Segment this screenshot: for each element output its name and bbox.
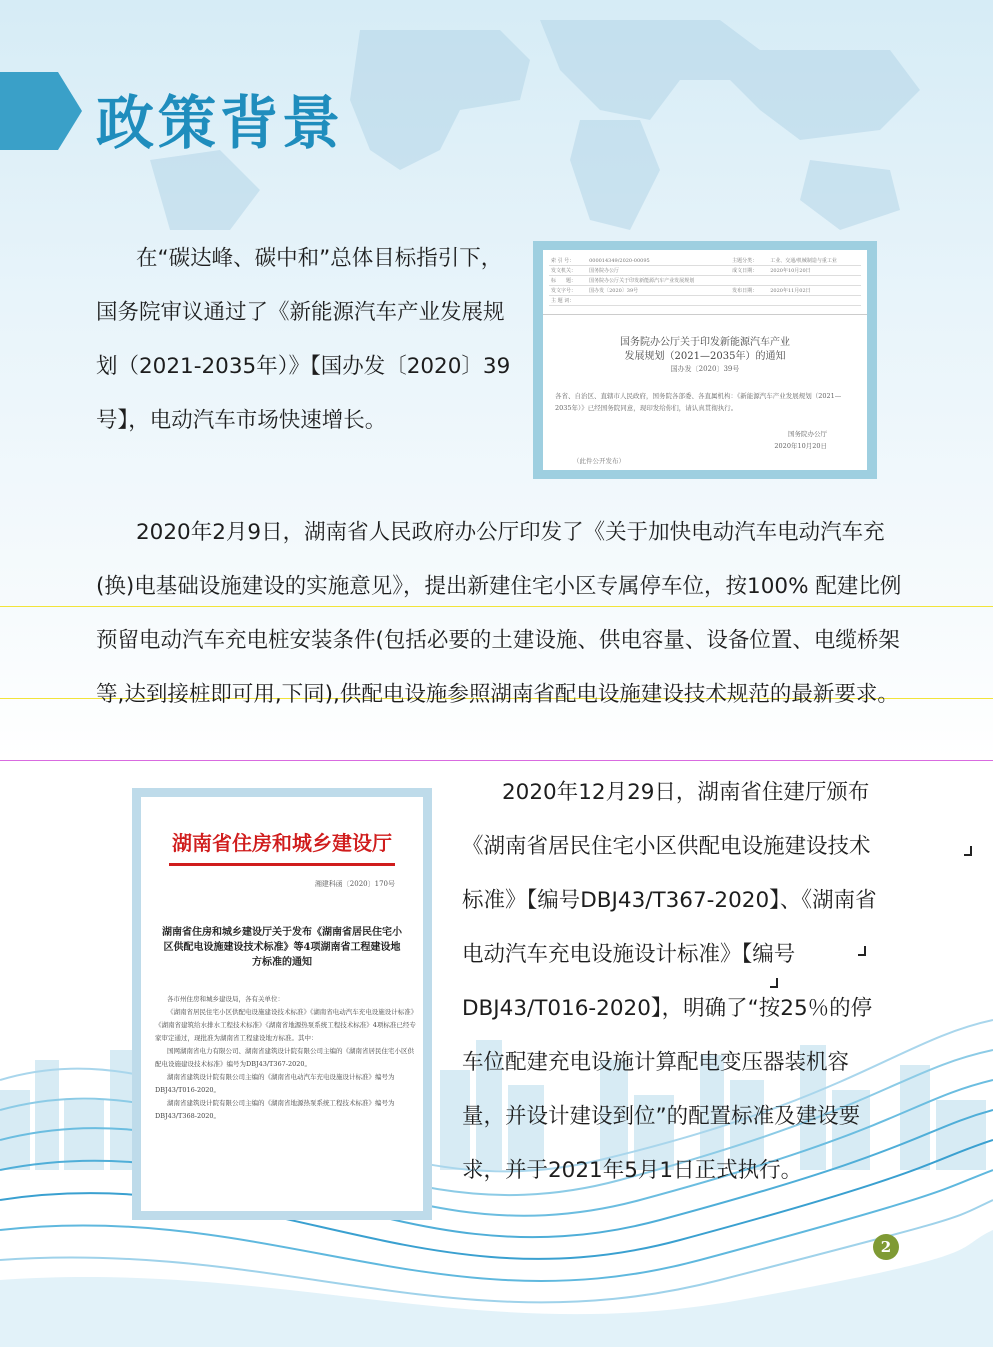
notice-footer: （此件公开发布） bbox=[573, 457, 625, 465]
crop-mark bbox=[858, 946, 866, 956]
hunan-housing-notice-image bbox=[132, 788, 432, 1220]
page-title: 政策背景 bbox=[96, 89, 345, 157]
document-paper bbox=[543, 250, 867, 470]
notice-body: 各省、自治区、直辖市人民政府，国务院各部委、各直属机构：《新能源汽车产业发展规划（2021—2035年）》已经国务院同意，现印发给你们，请认真贯彻执行。 bbox=[555, 392, 842, 412]
notice-signature bbox=[774, 428, 827, 452]
notice-signer: 国务院办公厅 bbox=[788, 430, 827, 438]
document-paper bbox=[141, 797, 423, 1211]
paragraph-hunan-implementation-opinions: 2020年2月9日，湖南省人民政府办公厅印发了《关于加快电动汽车电动汽车充(换)电基础设施建设的实施意见》，提出新建住宅小区专属停车位，按100% 配建比例预留电动汽车充电桩安装条件(包括必要的土建设施、供电容量、设备位置、电缆桥架等,达到接桩即可用,下同),供配电设施参照湖南省配电设施建设技术规范的最新要求。 bbox=[96, 520, 902, 707]
crop-mark bbox=[770, 978, 778, 988]
red-letterhead: 湖南省住房和城乡建设厅 bbox=[172, 831, 392, 855]
divider-line bbox=[0, 760, 993, 761]
paragraph-state-council-plan: 在“碳达峰、碳中和”总体目标指引下，国务院审议通过了《新能源汽车产业发展规划（2021-2035年）》【国办发〔2020〕39号】，电动汽车市场快速增长。 bbox=[96, 246, 511, 433]
title-arrow-shape bbox=[0, 72, 82, 150]
paragraph-hunan-standards: 2020年12月29日，湖南省住建厅颁布《湖南省居民住宅小区供配电设施建设技术标准》【编号DBJ43/T367-2020】、《湖南省电动汽车充电设施设计标准》【编号DBJ43/T016-2020】，明确了“按25％的停车位配建充电设施计算配电变压器装机容量，并设计建设到位”的配置标准及建设要求，并于2021年5月1日正式执行。 bbox=[462, 780, 877, 1183]
page-number-badge: 2 bbox=[873, 1234, 899, 1260]
state-council-notice-image bbox=[533, 241, 877, 479]
notice-title: 国务院办公厅关于印发新能源汽车产业 发展规划（2021—2035年）的通知 bbox=[620, 337, 790, 362]
crop-mark bbox=[964, 846, 972, 856]
notice-date: 2020年10月20日 bbox=[774, 442, 827, 450]
notice-body: 各市州住房和城乡建设局，各有关单位： 《湖南省居民住宅小区供配电设施建设技术标准》《湖南省电动汽车充电设施设计标准》《湖南省建筑给水排水工程技术标准》《湖南省地源热泵系统工程技术标准》4项标准已经专家审定通过，现批准为湖南省工程建设地方标准。其中： 国网湖南省电力有限公司、湖南省建筑设计院有限公司主编的《湖南省居民住宅小区供配电设施建设技术标准》编号为DBJ43/T367-2020。 湖南省建筑设计院有限公司主编的《湖南省电动汽车充电设施设计标准》编号为DBJ43/T016-2020。 湖南省建筑设计院有限公司主编的《湖南省地源热泵系统工程技术标准》编号为DBJ43/T368-2020。 bbox=[155, 995, 416, 1120]
red-letterhead-line bbox=[169, 863, 395, 866]
metadata-divider bbox=[543, 314, 867, 315]
notice-number: 国办发〔2020〕39号 bbox=[670, 365, 740, 373]
notice-title: 湖南省住房和城乡建设厅关于发布《湖南省居民住宅小区供配电设施建设技术标准》等4项湖南省工程建设地方标准的通知 bbox=[162, 927, 402, 968]
notice-number: 湘建科函〔2020〕170号 bbox=[314, 880, 395, 888]
document-metadata-table: 索 引 号： 000014349/2020-00095 主题分类： 工业、交通/机械制造与重工业 发文机关： 国务院办公厅 成文日期： 2020年10月20日 标 题： 国务院办公厅关于印发新能源汽车产业发展规划 发文字号： 国办发〔2020〕39号 发布日期： 2020年11月02日 主 题 词： bbox=[549, 256, 861, 306]
